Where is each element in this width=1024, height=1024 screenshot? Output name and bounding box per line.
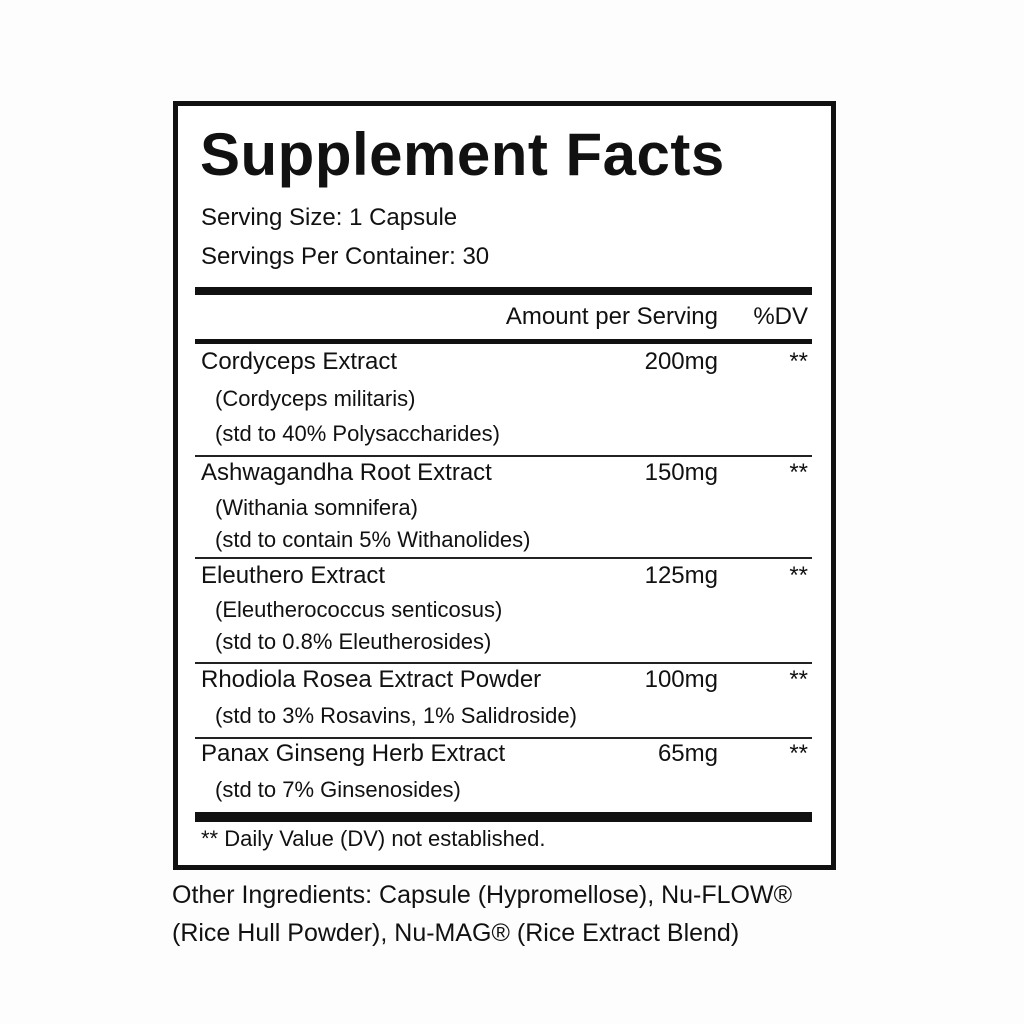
- ingredient-detail: (Withania somnifera): [215, 495, 418, 520]
- ingredient-detail: (std to 40% Polysaccharides): [215, 421, 500, 446]
- ingredient-name: Cordyceps Extract: [201, 348, 398, 375]
- header-divider: [195, 339, 812, 344]
- other-ingredients-line: Other Ingredients: Capsule (Hypromellose), Nu-FLOW®: [172, 881, 793, 909]
- ingredient-amount: 200mg: [644, 348, 718, 375]
- ingredient-name: Eleuthero Extract: [201, 562, 386, 589]
- ingredient-detail: (std to 7% Ginsenosides): [215, 777, 461, 802]
- ingredient-dv: **: [789, 348, 808, 375]
- ingredient-amount: 150mg: [644, 459, 718, 486]
- ingredient-detail: (Eleutherococcus senticosus): [215, 597, 503, 622]
- ingredient-name: Rhodiola Rosea Extract Powder: [201, 666, 542, 693]
- dv-header: %DV: [753, 303, 808, 330]
- ingredient-dv: **: [789, 459, 808, 486]
- panel-title: Supplement Facts: [200, 121, 725, 188]
- row-divider: [195, 557, 812, 559]
- ingredient-amount: 125mg: [644, 562, 718, 589]
- amount-header: Amount per Serving: [505, 303, 718, 330]
- ingredient-detail: (std to contain 5% Withanolides): [215, 527, 531, 552]
- row-divider: [195, 662, 812, 664]
- ingredient-amount: 100mg: [644, 666, 718, 693]
- row-divider: [195, 455, 812, 457]
- thick-divider: [195, 812, 812, 822]
- ingredient-detail: (std to 3% Rosavins, 1% Salidroside): [215, 703, 577, 728]
- footnote: ** Daily Value (DV) not established.: [201, 826, 546, 851]
- ingredient-name: Panax Ginseng Herb Extract: [201, 740, 506, 767]
- thick-divider: [195, 287, 812, 295]
- ingredient-detail: (std to 0.8% Eleutherosides): [215, 629, 492, 654]
- other-ingredients-line: (Rice Hull Powder), Nu-MAG® (Rice Extract Blend): [172, 919, 740, 947]
- ingredient-amount: 65mg: [657, 740, 718, 767]
- ingredient-dv: **: [789, 666, 808, 693]
- servings-per-container: Servings Per Container: 30: [201, 243, 490, 270]
- ingredient-detail: (Cordyceps militaris): [215, 386, 416, 411]
- ingredient-name: Ashwagandha Root Extract: [201, 459, 492, 486]
- ingredient-dv: **: [789, 740, 808, 767]
- serving-size: Serving Size: 1 Capsule: [201, 204, 458, 231]
- ingredient-dv: **: [789, 562, 808, 589]
